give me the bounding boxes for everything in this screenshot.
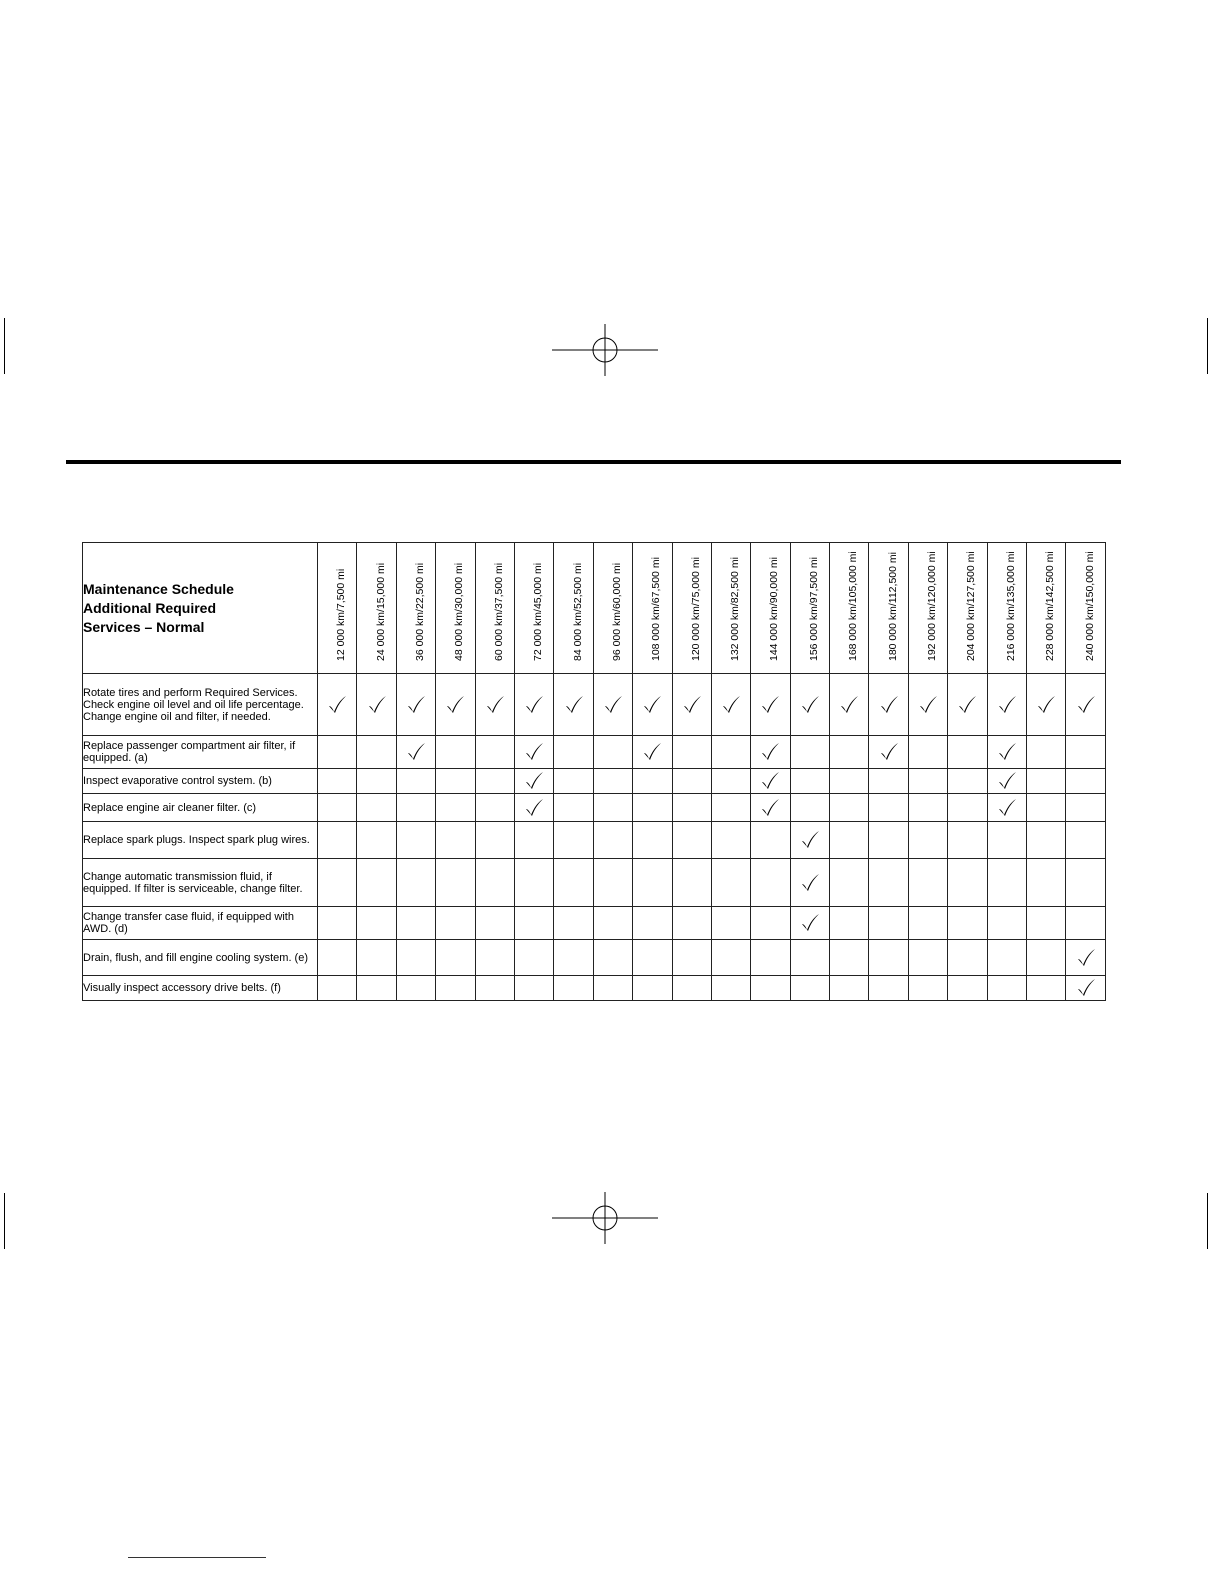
interval-cell xyxy=(357,859,396,907)
interval-cell xyxy=(672,736,711,769)
interval-cell xyxy=(318,940,357,976)
interval-header xyxy=(396,543,435,674)
interval-cell xyxy=(908,769,947,794)
interval-cell xyxy=(869,794,908,822)
interval-cell xyxy=(1066,907,1106,940)
interval-cell xyxy=(751,976,790,1001)
interval-header xyxy=(672,543,711,674)
interval-header xyxy=(633,543,672,674)
interval-cell xyxy=(869,859,908,907)
interval-cell xyxy=(790,907,829,940)
crop-mark-left-bottom xyxy=(4,1193,5,1249)
interval-cell xyxy=(396,769,435,794)
interval-cell xyxy=(869,674,908,736)
checkmark-icon xyxy=(760,695,780,715)
interval-label: 132 000 km/82,500 mi xyxy=(729,557,742,661)
table-title-line-2: Additional Required xyxy=(83,599,216,616)
checkmark-icon xyxy=(524,695,544,715)
checkmark-icon xyxy=(1076,978,1096,998)
interval-cell xyxy=(908,674,947,736)
interval-cell xyxy=(1066,674,1106,736)
interval-cell xyxy=(475,976,514,1001)
checkmark-icon xyxy=(997,742,1017,762)
interval-cell xyxy=(948,976,987,1001)
table-row xyxy=(83,822,1106,859)
interval-cell xyxy=(436,769,475,794)
interval-cell xyxy=(987,769,1026,794)
interval-label: 24 000 km/15,000 mi xyxy=(374,562,387,661)
checkmark-icon xyxy=(1076,695,1096,715)
checkmark-icon xyxy=(1076,948,1096,968)
interval-cell xyxy=(869,736,908,769)
maintenance-schedule-table xyxy=(82,542,1106,1001)
interval-cell xyxy=(554,859,593,907)
interval-cell xyxy=(1027,940,1066,976)
interval-label: 108 000 km/67,500 mi xyxy=(650,557,663,661)
interval-cell xyxy=(1066,822,1106,859)
interval-cell xyxy=(711,769,750,794)
interval-cell xyxy=(830,736,869,769)
interval-cell xyxy=(633,769,672,794)
interval-label: 192 000 km/120,000 mi xyxy=(926,551,939,661)
interval-cell xyxy=(554,674,593,736)
checkmark-icon xyxy=(642,742,662,762)
interval-cell xyxy=(318,822,357,859)
interval-cell xyxy=(357,940,396,976)
interval-cell xyxy=(869,976,908,1001)
interval-cell xyxy=(790,769,829,794)
interval-cell xyxy=(830,822,869,859)
interval-cell xyxy=(1027,769,1066,794)
checkmark-icon xyxy=(564,695,584,715)
checkmark-icon xyxy=(524,798,544,818)
table-row xyxy=(83,736,1106,769)
interval-cell xyxy=(436,736,475,769)
interval-cell xyxy=(633,736,672,769)
interval-cell xyxy=(711,794,750,822)
interval-header xyxy=(554,543,593,674)
checkmark-icon xyxy=(760,742,780,762)
interval-cell xyxy=(830,859,869,907)
interval-cell xyxy=(869,907,908,940)
interval-cell xyxy=(987,822,1026,859)
interval-cell xyxy=(318,674,357,736)
interval-cell xyxy=(1027,907,1066,940)
table-row xyxy=(83,859,1106,907)
interval-cell xyxy=(318,736,357,769)
interval-cell xyxy=(593,976,632,1001)
table-row xyxy=(83,907,1106,940)
interval-cell xyxy=(554,822,593,859)
interval-cell xyxy=(514,940,553,976)
interval-cell xyxy=(514,822,553,859)
interval-cell xyxy=(830,907,869,940)
checkmark-icon xyxy=(800,695,820,715)
interval-cell xyxy=(436,794,475,822)
crop-mark-right-top xyxy=(1207,318,1208,374)
interval-cell xyxy=(948,859,987,907)
interval-cell xyxy=(987,859,1026,907)
interval-cell xyxy=(672,976,711,1001)
interval-header xyxy=(908,543,947,674)
interval-cell xyxy=(554,736,593,769)
checkmark-icon xyxy=(997,771,1017,791)
interval-cell xyxy=(790,674,829,736)
interval-cell xyxy=(987,907,1026,940)
checkmark-icon xyxy=(682,695,702,715)
service-description: Change automatic transmission fluid, if equipped. If filter is serviceable, change filter. xyxy=(83,859,318,907)
interval-cell xyxy=(357,822,396,859)
interval-cell xyxy=(554,907,593,940)
interval-cell xyxy=(633,940,672,976)
checkmark-icon xyxy=(485,695,505,715)
interval-cell xyxy=(948,940,987,976)
interval-header xyxy=(751,543,790,674)
interval-cell xyxy=(711,674,750,736)
interval-cell xyxy=(751,736,790,769)
interval-label: 156 000 km/97,500 mi xyxy=(807,557,820,661)
interval-label: 60 000 km/37,500 mi xyxy=(492,562,505,661)
interval-cell xyxy=(514,976,553,1001)
service-description: Visually inspect accessory drive belts. (f) xyxy=(83,976,318,1001)
table-row xyxy=(83,940,1106,976)
interval-cell xyxy=(948,769,987,794)
interval-cell xyxy=(593,907,632,940)
footer-link-line xyxy=(128,1557,266,1558)
interval-cell xyxy=(357,769,396,794)
interval-cell xyxy=(1027,794,1066,822)
interval-cell xyxy=(357,794,396,822)
table-row xyxy=(83,794,1106,822)
table-title-line-1: Maintenance Schedule xyxy=(83,580,234,597)
interval-cell xyxy=(1066,794,1106,822)
interval-cell xyxy=(357,976,396,1001)
interval-cell xyxy=(475,674,514,736)
interval-cell xyxy=(672,769,711,794)
interval-cell xyxy=(751,859,790,907)
interval-cell xyxy=(357,674,396,736)
interval-cell xyxy=(987,976,1026,1001)
interval-cell xyxy=(357,907,396,940)
interval-cell xyxy=(475,907,514,940)
interval-cell xyxy=(396,674,435,736)
interval-cell xyxy=(1027,736,1066,769)
checkmark-icon xyxy=(1036,695,1056,715)
interval-cell xyxy=(436,907,475,940)
interval-cell xyxy=(790,736,829,769)
interval-cell xyxy=(593,822,632,859)
interval-cell xyxy=(1066,976,1106,1001)
interval-cell xyxy=(711,822,750,859)
interval-cell xyxy=(554,769,593,794)
interval-label: 84 000 km/52,500 mi xyxy=(571,562,584,661)
interval-cell xyxy=(751,769,790,794)
interval-cell xyxy=(672,674,711,736)
interval-header xyxy=(475,543,514,674)
checkmark-icon xyxy=(642,695,662,715)
interval-label: 72 000 km/45,000 mi xyxy=(532,562,545,661)
interval-label: 36 000 km/22,500 mi xyxy=(413,562,426,661)
checkmark-icon xyxy=(918,695,938,715)
interval-cell xyxy=(396,859,435,907)
interval-cell xyxy=(672,907,711,940)
interval-cell xyxy=(908,976,947,1001)
interval-cell xyxy=(475,736,514,769)
interval-cell xyxy=(1066,769,1106,794)
interval-cell xyxy=(593,674,632,736)
interval-cell xyxy=(751,794,790,822)
interval-header xyxy=(711,543,750,674)
interval-cell xyxy=(672,859,711,907)
interval-cell xyxy=(987,736,1026,769)
interval-header xyxy=(790,543,829,674)
interval-cell xyxy=(948,794,987,822)
interval-cell xyxy=(554,940,593,976)
interval-cell xyxy=(436,940,475,976)
table-row xyxy=(83,769,1106,794)
interval-cell xyxy=(475,769,514,794)
interval-cell xyxy=(357,736,396,769)
interval-cell xyxy=(475,859,514,907)
interval-label: 168 000 km/105,000 mi xyxy=(847,551,860,661)
interval-header xyxy=(593,543,632,674)
interval-cell xyxy=(948,822,987,859)
interval-label: 120 000 km/75,000 mi xyxy=(689,557,702,661)
interval-cell xyxy=(948,674,987,736)
interval-cell xyxy=(790,822,829,859)
interval-cell xyxy=(1027,674,1066,736)
interval-cell xyxy=(593,736,632,769)
interval-cell xyxy=(436,859,475,907)
interval-header xyxy=(436,543,475,674)
interval-cell xyxy=(633,822,672,859)
checkmark-icon xyxy=(997,695,1017,715)
interval-header xyxy=(318,543,357,674)
interval-cell xyxy=(908,736,947,769)
interval-cell xyxy=(908,794,947,822)
interval-cell xyxy=(672,794,711,822)
checkmark-icon xyxy=(524,742,544,762)
service-description: Rotate tires and perform Required Services. Check engine oil level and oil life percentage. Change engine oil and filter, if needed. xyxy=(83,674,318,736)
interval-cell xyxy=(318,859,357,907)
interval-label: 204 000 km/127,500 mi xyxy=(965,551,978,661)
checkmark-icon xyxy=(406,742,426,762)
table-title xyxy=(83,543,318,674)
interval-label: 180 000 km/112,500 mi xyxy=(886,552,899,661)
interval-cell xyxy=(987,940,1026,976)
interval-cell xyxy=(593,940,632,976)
interval-cell xyxy=(869,940,908,976)
interval-label: 228 000 km/142,500 mi xyxy=(1044,551,1057,661)
interval-cell xyxy=(593,769,632,794)
interval-cell xyxy=(711,976,750,1001)
interval-cell xyxy=(751,940,790,976)
checkmark-icon xyxy=(603,695,623,715)
checkmark-icon xyxy=(721,695,741,715)
interval-cell xyxy=(396,976,435,1001)
checkmark-icon xyxy=(800,873,820,893)
interval-header xyxy=(948,543,987,674)
interval-cell xyxy=(514,736,553,769)
interval-cell xyxy=(436,674,475,736)
interval-cell xyxy=(948,907,987,940)
interval-label: 12 000 km/7,500 mi xyxy=(335,568,348,661)
interval-cell xyxy=(790,976,829,1001)
table-row xyxy=(83,674,1106,736)
interval-header xyxy=(869,543,908,674)
interval-cell xyxy=(633,907,672,940)
interval-cell xyxy=(1066,940,1106,976)
interval-cell xyxy=(514,859,553,907)
interval-cell xyxy=(1066,859,1106,907)
checkmark-icon xyxy=(327,695,347,715)
checkmark-icon xyxy=(760,771,780,791)
table-title-line-3: Services – Normal xyxy=(83,618,205,635)
interval-label: 144 000 km/90,000 mi xyxy=(768,557,781,661)
interval-cell xyxy=(396,907,435,940)
interval-cell xyxy=(1027,822,1066,859)
interval-cell xyxy=(475,822,514,859)
interval-cell xyxy=(790,794,829,822)
interval-cell xyxy=(436,976,475,1001)
interval-cell xyxy=(554,976,593,1001)
checkmark-icon xyxy=(997,798,1017,818)
interval-cell xyxy=(948,736,987,769)
interval-cell xyxy=(436,822,475,859)
interval-cell xyxy=(908,822,947,859)
interval-cell xyxy=(1027,976,1066,1001)
interval-cell xyxy=(869,822,908,859)
interval-cell xyxy=(908,859,947,907)
service-description: Replace engine air cleaner filter. (c) xyxy=(83,794,318,822)
interval-cell xyxy=(396,940,435,976)
interval-cell xyxy=(790,940,829,976)
interval-cell xyxy=(908,907,947,940)
interval-cell xyxy=(475,940,514,976)
interval-cell xyxy=(1027,859,1066,907)
checkmark-icon xyxy=(957,695,977,715)
interval-cell xyxy=(987,794,1026,822)
checkmark-icon xyxy=(879,695,899,715)
interval-cell xyxy=(514,794,553,822)
interval-cell xyxy=(318,976,357,1001)
interval-cell xyxy=(514,769,553,794)
service-description: Drain, flush, and fill engine cooling system. (e) xyxy=(83,940,318,976)
interval-header xyxy=(514,543,553,674)
checkmark-icon xyxy=(406,695,426,715)
interval-header xyxy=(1066,543,1106,674)
interval-cell xyxy=(830,674,869,736)
interval-cell xyxy=(751,907,790,940)
interval-cell xyxy=(633,859,672,907)
interval-cell xyxy=(318,907,357,940)
interval-cell xyxy=(514,674,553,736)
interval-cell xyxy=(318,794,357,822)
interval-label: 96 000 km/60,000 mi xyxy=(610,562,623,661)
interval-cell xyxy=(1066,736,1106,769)
interval-cell xyxy=(396,736,435,769)
interval-label: 216 000 km/135,000 mi xyxy=(1004,551,1017,661)
checkmark-icon xyxy=(800,913,820,933)
interval-cell xyxy=(672,822,711,859)
interval-header xyxy=(357,543,396,674)
interval-cell xyxy=(514,907,553,940)
crop-mark-left-top xyxy=(4,318,5,374)
registration-mark-top xyxy=(552,324,658,376)
checkmark-icon xyxy=(445,695,465,715)
checkmark-icon xyxy=(879,742,899,762)
interval-cell xyxy=(711,907,750,940)
interval-cell xyxy=(711,859,750,907)
interval-header-row xyxy=(83,543,1106,674)
checkmark-icon xyxy=(800,830,820,850)
checkmark-icon xyxy=(760,798,780,818)
interval-cell xyxy=(830,769,869,794)
interval-cell xyxy=(554,794,593,822)
interval-cell xyxy=(396,794,435,822)
interval-cell xyxy=(830,976,869,1001)
interval-label: 240 000 km/150,000 mi xyxy=(1083,551,1096,661)
service-description: Replace spark plugs. Inspect spark plug wires. xyxy=(83,822,318,859)
interval-cell xyxy=(593,794,632,822)
interval-cell xyxy=(751,822,790,859)
interval-cell xyxy=(475,794,514,822)
interval-cell xyxy=(633,794,672,822)
interval-cell xyxy=(672,940,711,976)
interval-cell xyxy=(790,859,829,907)
interval-cell xyxy=(830,940,869,976)
interval-cell xyxy=(751,674,790,736)
interval-label: 48 000 km/30,000 mi xyxy=(453,562,466,661)
interval-cell xyxy=(830,794,869,822)
crop-mark-right-bottom xyxy=(1207,1193,1208,1249)
interval-header xyxy=(830,543,869,674)
interval-header xyxy=(987,543,1026,674)
interval-cell xyxy=(396,822,435,859)
checkmark-icon xyxy=(367,695,387,715)
checkmark-icon xyxy=(839,695,859,715)
service-description: Change transfer case fluid, if equipped with AWD. (d) xyxy=(83,907,318,940)
registration-mark-bottom xyxy=(552,1192,658,1244)
interval-cell xyxy=(318,769,357,794)
checkmark-icon xyxy=(524,771,544,791)
interval-cell xyxy=(593,859,632,907)
interval-cell xyxy=(633,976,672,1001)
service-description: Inspect evaporative control system. (b) xyxy=(83,769,318,794)
interval-header xyxy=(1027,543,1066,674)
table-row xyxy=(83,976,1106,1001)
interval-cell xyxy=(908,940,947,976)
header-rule xyxy=(66,460,1121,464)
interval-cell xyxy=(869,769,908,794)
service-description: Replace passenger compartment air filter, if equipped. (a) xyxy=(83,736,318,769)
interval-cell xyxy=(711,736,750,769)
interval-cell xyxy=(711,940,750,976)
interval-cell xyxy=(987,674,1026,736)
interval-cell xyxy=(633,674,672,736)
